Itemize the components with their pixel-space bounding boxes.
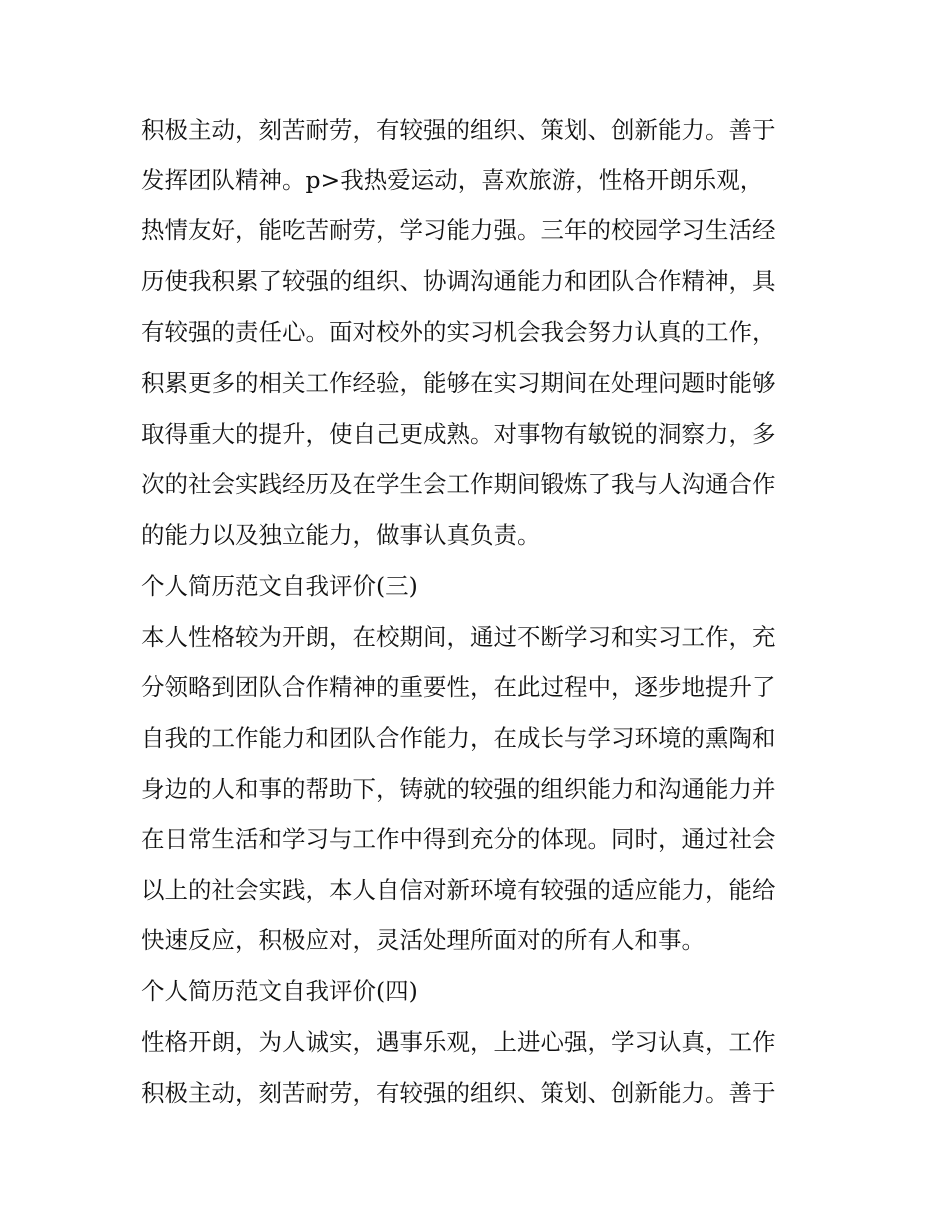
text-line: 的能力以及独立能力，做事认真负责。 — [141, 521, 541, 549]
text-line: 身边的人和事的帮助下，铸就的较强的组织能力和沟通能力并 — [141, 775, 776, 803]
text-line: 快速反应，积极应对，灵活处理所面对的所有人和事。 — [141, 926, 705, 954]
text-line: 积累更多的相关工作经验，能够在实习期间在处理问题时能够 — [141, 369, 776, 397]
text-line: 性格开朗，为人诚实，遇事乐观，上进心强，学习认真，工作 — [141, 1028, 776, 1056]
text-line: 有较强的责任心。面对校外的实习机会我会努力认真的工作， — [141, 318, 776, 346]
text-line: 次的社会实践经历及在学生会工作期间锻炼了我与人沟通合作 — [141, 470, 776, 498]
text-line: 自我的工作能力和团队合作能力，在成长与学习环境的熏陶和 — [141, 724, 776, 752]
text-line: 本人性格较为开朗，在校期间，通过不断学习和实习工作，充 — [141, 623, 776, 651]
section-heading: 个人简历范文自我评价(四) — [141, 977, 418, 1005]
text-line: 积极主动，刻苦耐劳，有较强的组织、策划、创新能力。善于 — [141, 1079, 776, 1107]
text-line: 热情友好，能吃苦耐劳，学习能力强。三年的校园学习生活经 — [141, 216, 776, 244]
section-heading: 个人简历范文自我评价(三) — [141, 572, 418, 600]
text-line: 分领略到团队合作精神的重要性，在此过程中，逐步地提升了 — [141, 673, 776, 701]
text-line: 取得重大的提升，使自己更成熟。对事物有敏锐的洞察力，多 — [141, 420, 776, 448]
text-line: 发挥团队精神。p>我热爱运动，喜欢旅游，性格开朗乐观， — [141, 166, 764, 194]
text-line: 积极主动，刻苦耐劳，有较强的组织、策划、创新能力。善于 — [141, 116, 776, 144]
text-line: 在日常生活和学习与工作中得到充分的体现。同时，通过社会 — [141, 825, 776, 853]
text-line: 以上的社会实践，本人自信对新环境有较强的适应能力，能给 — [141, 876, 776, 904]
text-line: 历使我积累了较强的组织、协调沟通能力和团队合作精神，具 — [141, 267, 776, 295]
